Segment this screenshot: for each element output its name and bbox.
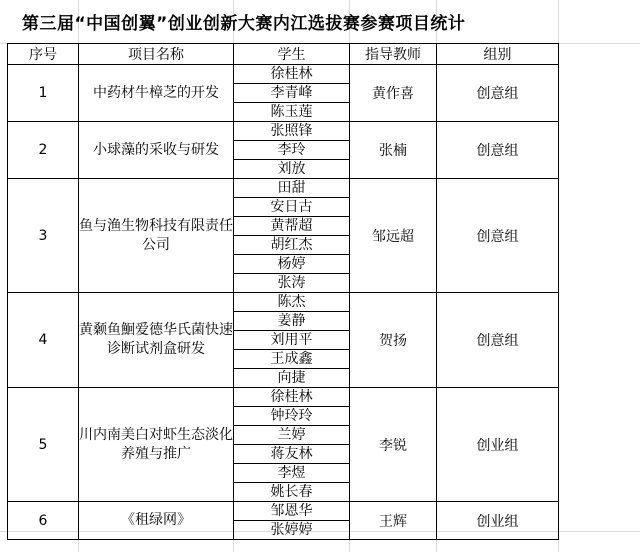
project-name-cell[interactable]: 鱼与渔生物科技有限责任公司 <box>79 179 234 293</box>
project-name-cell[interactable]: 中药材牛樟芝的开发 <box>79 65 234 122</box>
student-cell[interactable]: 徐桂林 <box>234 388 350 407</box>
table-row <box>8 293 559 312</box>
teacher-cell[interactable]: 贺扬 <box>350 293 437 388</box>
student-cell[interactable]: 陈杰 <box>234 293 350 312</box>
group-cell[interactable]: 创业组 <box>437 502 559 540</box>
teacher-cell[interactable]: 黄作喜 <box>350 65 437 122</box>
student-cell[interactable]: 杨婷 <box>234 255 350 274</box>
teacher-cell[interactable]: 邹远超 <box>350 179 437 293</box>
student-cell[interactable]: 刘放 <box>234 160 350 179</box>
project-name-cell[interactable]: 川内南美白对虾生态淡化养殖与推广 <box>79 388 234 502</box>
student-cell[interactable]: 李玲 <box>234 141 350 160</box>
row-num-cell[interactable]: 3 <box>8 179 79 293</box>
table-row <box>8 502 559 521</box>
row-num-cell[interactable]: 5 <box>8 388 79 502</box>
header-project[interactable]: 项目名称 <box>79 44 234 65</box>
table-row <box>8 65 559 84</box>
group-cell[interactable]: 创业组 <box>437 388 559 502</box>
student-cell[interactable]: 李煜 <box>234 464 350 483</box>
header-num[interactable]: 序号 <box>8 44 79 65</box>
student-cell[interactable]: 张婷婷 <box>234 521 350 540</box>
header-students[interactable]: 学生 <box>234 44 350 65</box>
row-num-cell[interactable]: 2 <box>8 122 79 179</box>
student-cell[interactable]: 蒋友林 <box>234 445 350 464</box>
student-cell[interactable]: 姚长春 <box>234 483 350 502</box>
student-cell[interactable]: 王成鑫 <box>234 350 350 369</box>
header-group[interactable]: 组别 <box>437 44 559 65</box>
student-cell[interactable]: 徐桂林 <box>234 65 350 84</box>
project-name-cell[interactable]: 《租绿网》 <box>79 502 234 540</box>
sheet-title: 第三届“中国创翼”创业创新大赛内江选拔赛参赛项目统计 <box>22 14 466 34</box>
student-cell[interactable]: 李青峰 <box>234 84 350 103</box>
student-cell[interactable]: 张涛 <box>234 274 350 293</box>
row-num-cell[interactable]: 4 <box>8 293 79 388</box>
table-row <box>8 179 559 198</box>
table-row <box>8 122 559 141</box>
teacher-cell[interactable]: 李锐 <box>350 388 437 502</box>
student-cell[interactable]: 兰婷 <box>234 426 350 445</box>
group-cell[interactable]: 创意组 <box>437 65 559 122</box>
student-cell[interactable]: 姜静 <box>234 312 350 331</box>
student-cell[interactable]: 刘用平 <box>234 331 350 350</box>
group-cell[interactable]: 创意组 <box>437 122 559 179</box>
student-cell[interactable]: 胡红杰 <box>234 236 350 255</box>
table-row <box>8 388 559 407</box>
teacher-cell[interactable]: 张楠 <box>350 122 437 179</box>
header-row <box>8 44 559 65</box>
student-cell[interactable]: 张照锋 <box>234 122 350 141</box>
student-cell[interactable]: 田甜 <box>234 179 350 198</box>
student-cell[interactable]: 向捷 <box>234 369 350 388</box>
header-teacher[interactable]: 指导教师 <box>350 44 437 65</box>
project-name-cell[interactable]: 小球藻的采收与研发 <box>79 122 234 179</box>
student-cell[interactable]: 安日古 <box>234 198 350 217</box>
group-cell[interactable]: 创意组 <box>437 293 559 388</box>
project-table <box>7 43 559 540</box>
student-cell[interactable]: 陈玉莲 <box>234 103 350 122</box>
teacher-cell[interactable]: 王辉 <box>350 502 437 540</box>
student-cell[interactable]: 邹恩华 <box>234 502 350 521</box>
project-name-cell[interactable]: 黄颡鱼鮰爱德华氏菌快速诊断试剂盒研发 <box>79 293 234 388</box>
student-cell[interactable]: 钟玲玲 <box>234 407 350 426</box>
group-cell[interactable]: 创意组 <box>437 179 559 293</box>
row-num-cell[interactable]: 1 <box>8 65 79 122</box>
student-cell[interactable]: 黄帮超 <box>234 217 350 236</box>
row-num-cell[interactable]: 6 <box>8 502 79 540</box>
